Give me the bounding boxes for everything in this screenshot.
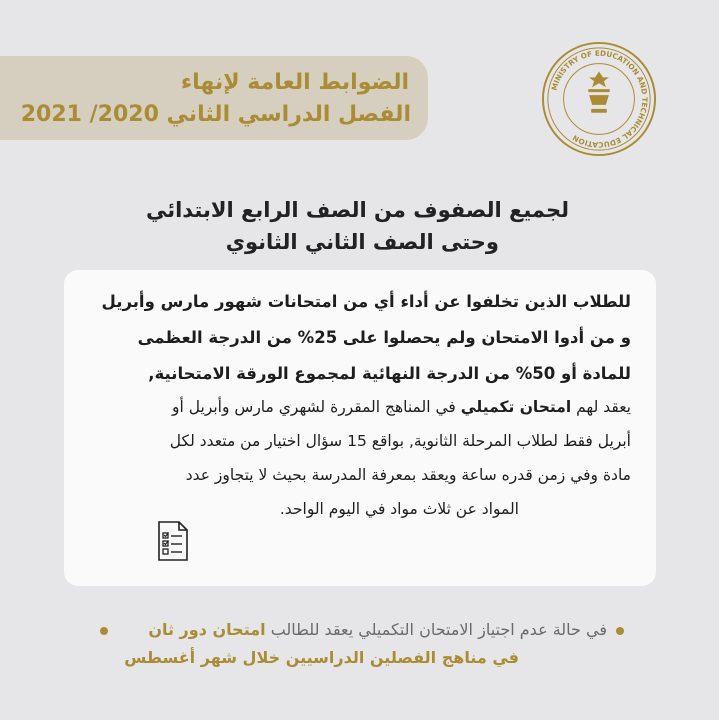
- rule-line-4-pre: يعقد لهم: [576, 398, 631, 416]
- rules-card: [64, 270, 656, 586]
- rule-line-7: المواد عن ثلاث مواد في اليوم الواحد.: [279, 500, 519, 518]
- rule-line-1: للطلاب الذين تخلفوا عن أداء أي من امتحانات شهور مارس وأبريل: [101, 292, 631, 311]
- footer-line-2: في مناهج الفصلين الدراسيين خلال شهر أغسطس: [124, 648, 519, 667]
- ministry-logo-icon: [540, 40, 658, 158]
- page-title-line1: الضوابط العامة لإنهاء: [180, 70, 409, 95]
- audience-heading-line2: وحتى الصف الثاني الثانوي: [225, 230, 499, 254]
- rule-line-3: للمادة أو 50% من الدرجة النهائية لمجموع الورقة الامتحانية,: [148, 364, 631, 383]
- rule-line-4-post: في المناهج المقررة لشهري مارس وأبريل أو: [172, 398, 456, 416]
- rule-line-4: [172, 398, 631, 416]
- second-round-exam-label: امتحان دور ثان: [148, 620, 266, 639]
- rule-line-5: أبريل فقط لطلاب المرحلة الثانوية, بواقع 15 سؤال اختيار من متعدد لكل: [169, 432, 631, 450]
- footer-line-1: [148, 620, 607, 639]
- supplementary-exam-label: امتحان تكميلي: [460, 398, 572, 416]
- footer-line-1-pre: في حالة عدم اجتياز الامتحان التكميلي يعقد للطالب: [270, 620, 607, 639]
- audience-heading-line1: لجميع الصفوف من الصف الرابع الابتدائي: [145, 198, 569, 222]
- bullet-icon: [100, 627, 108, 635]
- logo-ring-text: MINISTRY OF EDUCATION AND TECHNICAL EDUCATION: [549, 48, 650, 150]
- title-band: [0, 56, 428, 140]
- bullet-icon: [616, 627, 624, 635]
- checklist-document-icon: [156, 520, 190, 562]
- rule-line-2: و من أدوا الامتحان ولم يحصلوا على 25% من الدرجة العظمى: [137, 328, 631, 347]
- rule-line-6: مادة وفي زمن قدره ساعة ويعقد بمعرفة المدرسة بحيث لا يتجاوز عدد: [185, 466, 631, 484]
- page-title-line2: الفصل الدراسي الثاني 2020/ 2021: [20, 102, 411, 127]
